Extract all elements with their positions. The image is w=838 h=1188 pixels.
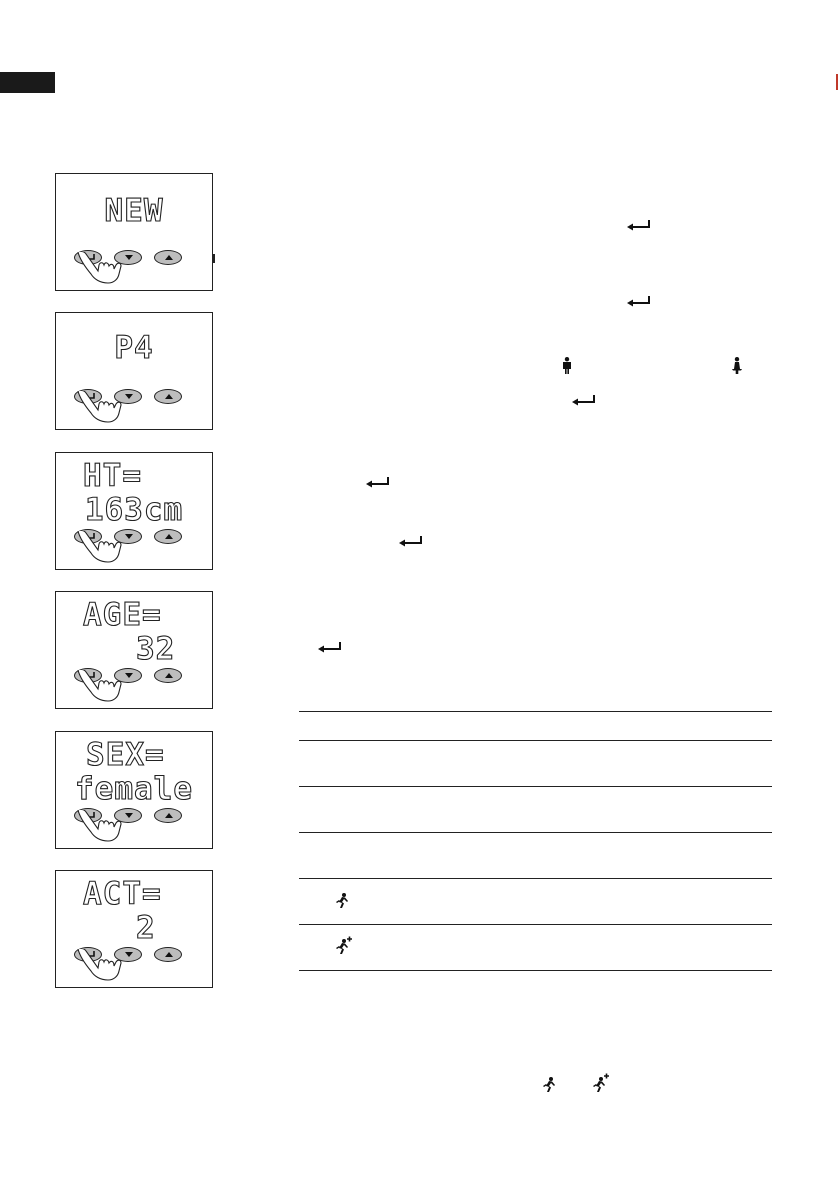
up-button[interactable]	[154, 250, 182, 265]
enter-arrow-icon	[317, 641, 343, 653]
male-icon	[562, 357, 572, 375]
table-rule	[299, 970, 772, 971]
display-line-1: ACT=	[83, 876, 162, 912]
display-height	[55, 452, 213, 570]
enter-arrow-icon	[365, 476, 391, 488]
table-rule	[299, 832, 772, 833]
running-person-plus-icon	[334, 936, 352, 954]
hand-pointer-icon	[74, 531, 124, 569]
down-triangle-icon	[122, 253, 136, 262]
down-triangle-icon	[122, 532, 136, 541]
display-sex	[55, 731, 213, 849]
display-line-1: AGE=	[83, 597, 162, 633]
running-person-icon	[541, 1077, 557, 1093]
up-triangle-icon	[162, 671, 176, 680]
display-line-2: female	[75, 771, 193, 807]
up-triangle-icon	[162, 950, 176, 959]
up-triangle-icon	[162, 532, 176, 541]
table-rule	[299, 878, 772, 879]
up-triangle-icon	[162, 392, 176, 401]
display-line-2: 32	[136, 631, 176, 667]
hand-pointer-icon	[74, 252, 124, 290]
up-button[interactable]	[154, 808, 182, 823]
display-activity	[55, 870, 213, 988]
display-new	[55, 173, 213, 291]
up-button[interactable]	[154, 668, 182, 683]
running-person-plus-icon	[591, 1073, 609, 1093]
table-rule	[299, 711, 772, 712]
enter-arrow-icon	[626, 219, 652, 231]
down-triangle-icon	[122, 671, 136, 680]
enter-arrow-icon	[571, 394, 597, 406]
table-rule	[299, 740, 772, 741]
enter-arrow-icon	[626, 295, 652, 307]
down-triangle-icon	[122, 392, 136, 401]
display-edge-mark	[212, 254, 215, 263]
hand-pointer-icon	[74, 670, 124, 708]
up-button[interactable]	[154, 529, 182, 544]
female-icon	[732, 357, 742, 375]
display-line-1: SEX=	[86, 737, 165, 773]
display-age	[55, 591, 213, 709]
up-triangle-icon	[162, 253, 176, 262]
running-person-icon	[334, 893, 350, 909]
display-line-1: HT=	[83, 458, 142, 494]
hand-pointer-icon	[74, 810, 124, 848]
language-tab	[0, 72, 55, 93]
hand-pointer-icon	[74, 949, 124, 987]
hand-pointer-icon	[74, 391, 124, 429]
table-rule	[299, 786, 772, 787]
table-rule	[299, 924, 772, 925]
up-button[interactable]	[154, 947, 182, 962]
up-button[interactable]	[154, 389, 182, 404]
down-triangle-icon	[122, 950, 136, 959]
display-p4	[55, 312, 213, 430]
display-line-2: 2	[136, 910, 156, 946]
display-line-1: NEW	[104, 193, 164, 229]
up-triangle-icon	[162, 811, 176, 820]
display-line-1: P4	[114, 330, 154, 366]
enter-arrow-icon	[398, 535, 424, 547]
display-line-2: 163cm	[84, 492, 184, 528]
down-triangle-icon	[122, 811, 136, 820]
